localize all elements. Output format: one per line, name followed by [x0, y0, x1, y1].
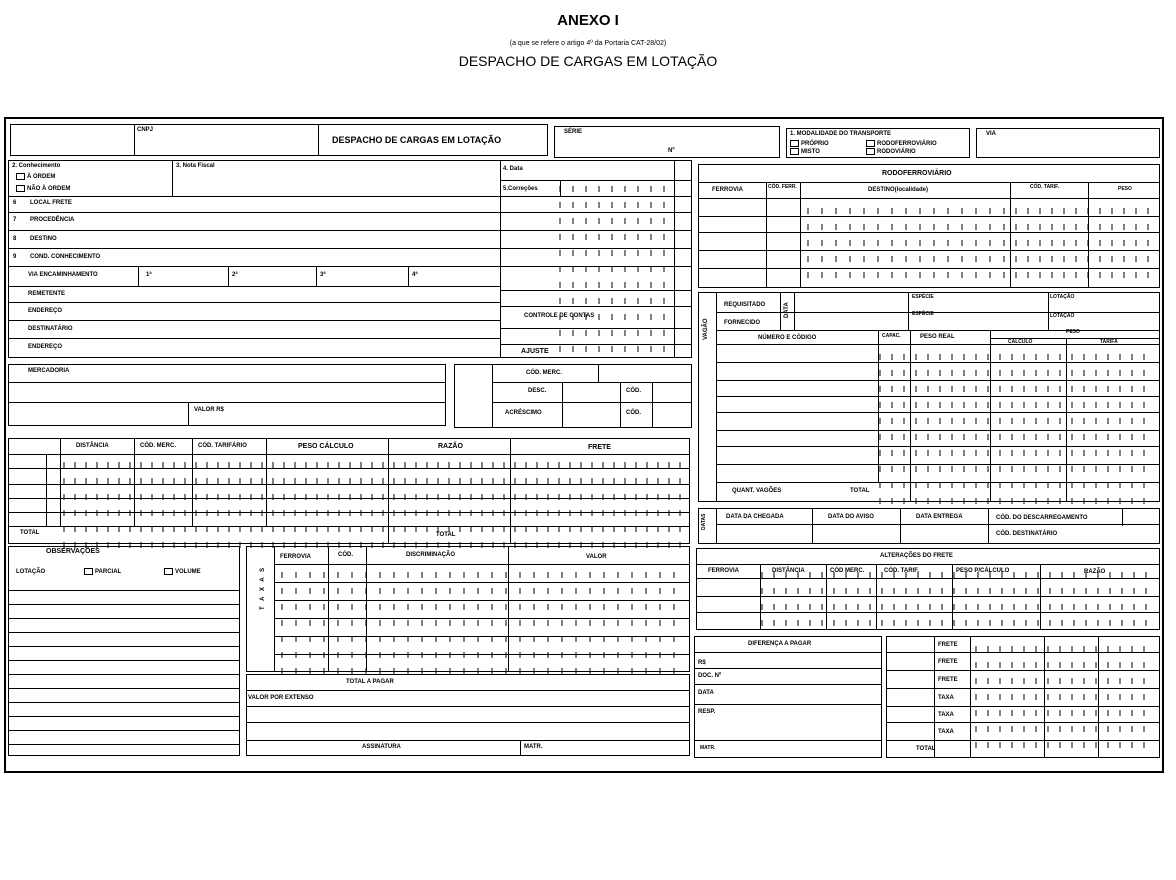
volume-checkbox[interactable]: VOLUME — [164, 568, 201, 575]
a-ordem-checkbox[interactable]: À ORDEM — [16, 173, 55, 180]
modalidade-proprio[interactable]: PRÓPRIO — [790, 140, 829, 147]
modalidade-rodoferroviario[interactable]: RODOFERROVIÁRIO — [866, 140, 937, 147]
nao-a-ordem-checkbox[interactable]: NÃO À ORDEM — [16, 185, 70, 192]
annex-title: ANEXO I — [557, 12, 619, 29]
vagao-vertical-label: VAGÃO — [703, 318, 709, 340]
taxas-vertical-label: T A X A S — [260, 565, 266, 610]
annex-subtitle: (a que se refere o artigo 4º da Portaria CAT-28/02) — [509, 40, 667, 47]
document-heading: DESPACHO DE CARGAS EM LOTAÇÃO — [458, 53, 718, 69]
form-title-box: DESPACHO DE CARGAS EM LOTAÇÃO — [332, 135, 502, 145]
modalidade-title: 1. MODALIDADE DO TRANSPORTE — [790, 131, 892, 137]
ajuste-label: AJUSTE — [521, 348, 549, 355]
cnpj-label: CNPJ — [137, 127, 154, 133]
parcial-checkbox[interactable]: PARCIAL — [84, 568, 121, 575]
modalidade-rodoviario[interactable]: RODOVIÁRIO — [866, 148, 916, 155]
modalidade-misto[interactable]: MISTO — [790, 148, 820, 155]
